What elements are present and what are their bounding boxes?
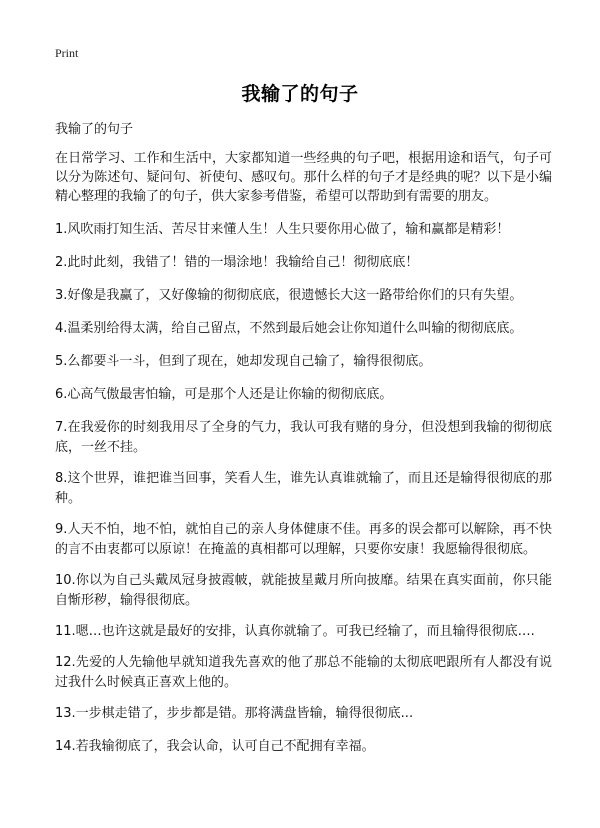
list-item: 7.在我爱你的时刻我用尽了全身的气力，我认可我有赌的身分，但没想到我输的彻彻底底，一丝不挂。 (55, 420, 552, 455)
list-item: 12.先爱的人先输他早就知道我先喜欢的他了那总不能输的太彻底吧跟所有人都没有说过我什么时候真正喜欢上他的。 (55, 655, 552, 690)
list-item: 3.好像是我赢了，又好像输的彻彻底底，很遗憾长大这一路带给你们的只有失望。 (55, 288, 523, 303)
list-item: 8.这个世界，谁把谁当回事，笑看人生，谁先认真谁就输了，而且还是输得很彻底的那种。 (55, 471, 552, 506)
list-item: 11.嗯…也许这就是最好的安排，认真你就输了。可我已经输了，而且输得很彻底…. (55, 624, 535, 639)
list-item: 14.若我输彻底了，我会认命，认可自己不配拥有幸福。 (55, 739, 375, 754)
list-item: 1.风吹雨打知生活、苦尽甘来懂人生！人生只要你用心做了，输和赢都是精彩！ (55, 222, 510, 237)
list-item: 4.温柔别给得太满，给自己留点，不然到最后她会让你知道什么叫输的彻彻底底。 (55, 321, 523, 336)
list-item: 10.你以为自己头戴凤冠身披霞帔，就能披星戴月所向披靡。结果在真实面前，你只能自惭形秽，输得很彻底。 (55, 573, 552, 608)
page-title: 我输了的句子 (241, 83, 359, 105)
list-item: 9.人天不怕，地不怕，就怕自己的亲人身体健康不佳。再多的误会都可以解除，再不快的言不由衷都可以原谅！在掩盖的真相都可以理解，只要你安康！我愿输得很彻底。 (55, 522, 552, 557)
print-link[interactable]: Print (55, 46, 79, 60)
list-item: 6.心高气傲最害怕输，可是那个人还是让你输的彻彻底底。 (55, 387, 393, 402)
sentence-list (55, 220, 552, 757)
list-item: 5.么都要斗一斗，但到了现在，她却发现自己输了，输得很彻底。 (55, 354, 432, 369)
list-item: 2.此时此刻，我错了！错的一塌涂地！我输给自己！彻彻底底！ (55, 255, 419, 270)
list-item: 13.一步棋走错了，步步都是错。那将满盘皆输，输得很彻底... (55, 706, 414, 721)
article-subtitle: 我输了的句子 (55, 122, 134, 137)
article-body (55, 120, 552, 770)
intro-paragraph: 在日常学习、工作和生活中，大家都知道一些经典的句子吧，根据用途和语气，句子可以分为陈述句、疑问句、祈使句、感叹句。那什么样的句子才是经典的呢？以下是小编精心整理的我输了的句子，供大家参考借鉴，希望可以帮助到有需要的朋友。 (55, 151, 552, 204)
